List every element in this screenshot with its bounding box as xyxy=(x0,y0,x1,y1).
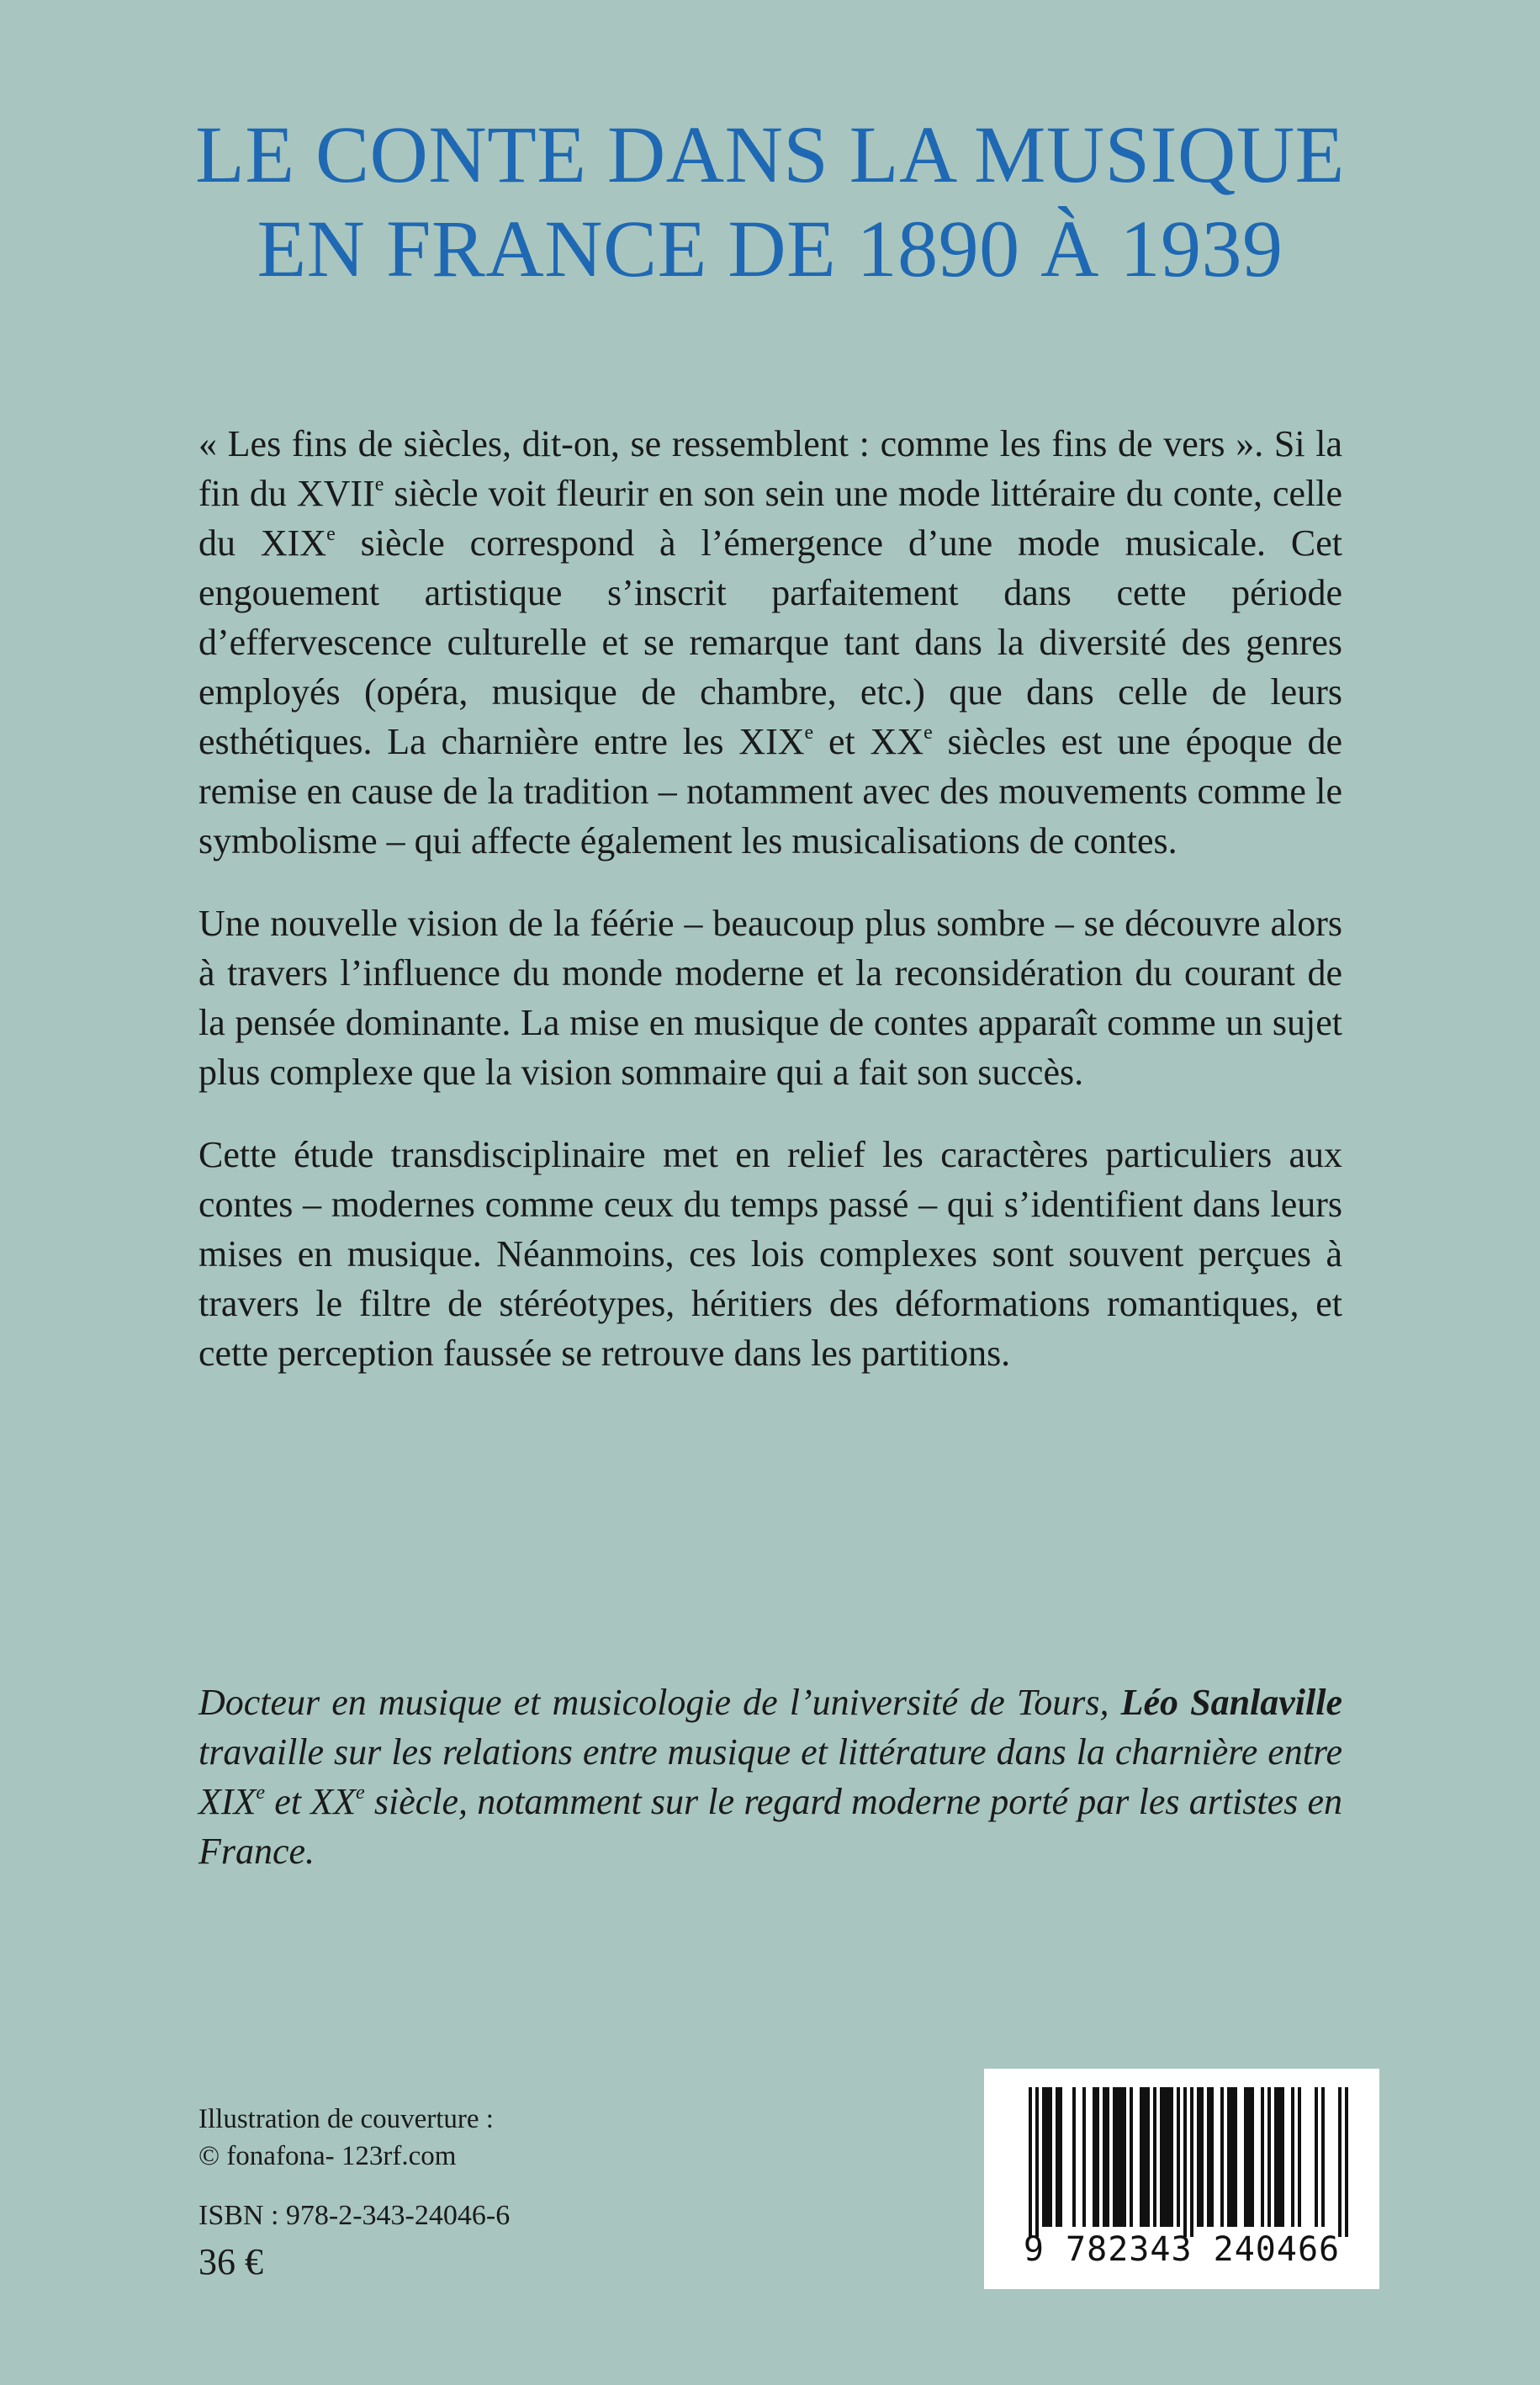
barcode-bar xyxy=(1251,2087,1254,2227)
barcode-bar xyxy=(1345,2087,1348,2237)
summary-p1-text-d: et XX xyxy=(813,721,924,762)
barcode-bar xyxy=(1106,2087,1109,2227)
summary-paragraph-2: Une nouvelle vision de la féérie – beaucoup plus sombre – se découvre alors à travers l’influence du monde moderne et la reconsidération du courant de la pensée dominante. La mise en musique de contes apparaît comme un sujet plus complexe que la vision sommaire qui a fait son succès. xyxy=(198,903,1342,1093)
barcode-bar xyxy=(1227,2087,1230,2227)
barcode-bar xyxy=(1153,2087,1156,2227)
barcode-bar xyxy=(1281,2087,1284,2227)
barcode-bar xyxy=(1190,2087,1193,2237)
summary-paragraph-1 xyxy=(198,419,1342,866)
superscript: e xyxy=(256,1782,266,1804)
author-bio-text-c: siècle, notamment sur le regard moderne porté par les artistes en France. xyxy=(198,1781,1342,1872)
superscript: e xyxy=(374,474,384,496)
book-title xyxy=(0,108,1540,296)
barcode-bar xyxy=(1096,2087,1099,2227)
barcode-bar xyxy=(1059,2087,1062,2227)
isbn: ISBN : 978-2-343-24046-6 xyxy=(198,2200,511,2231)
book-title-line-2: EN FRANCE DE 1890 À 1939 xyxy=(257,204,1283,294)
barcode-bar xyxy=(1029,2087,1032,2237)
barcode-bar xyxy=(1163,2087,1167,2227)
credits-line-1: Illustration de couverture : xyxy=(198,2104,494,2134)
barcode-bar xyxy=(1072,2087,1076,2227)
barcode-bar xyxy=(1177,2087,1180,2227)
barcode-bar xyxy=(1123,2087,1126,2227)
barcode-bar xyxy=(1082,2087,1086,2227)
superscript: e xyxy=(326,523,336,545)
barcode-bar xyxy=(1321,2087,1325,2227)
barcode-bar xyxy=(1049,2087,1052,2227)
barcode-bar xyxy=(1113,2087,1116,2227)
barcode-bar xyxy=(1197,2087,1200,2227)
barcode-bar xyxy=(1035,2087,1039,2237)
superscript: e xyxy=(804,722,814,744)
barcode-bar xyxy=(1130,2087,1133,2227)
barcode-bar xyxy=(1160,2087,1163,2227)
barcode-bar xyxy=(1103,2087,1106,2227)
barcode-bar xyxy=(1338,2087,1342,2237)
barcode-bar xyxy=(1183,2087,1187,2237)
cover-illustration-credits xyxy=(198,2101,494,2175)
barcode-bar xyxy=(1267,2087,1271,2227)
barcode-bar xyxy=(1247,2087,1251,2227)
summary-p1-text-e: siècles est une époque de remise en cause de la tradition – notamment avec des mouvements comme le symbolisme – qui affecte également les musicalisations de contes. xyxy=(198,721,1342,861)
barcode-bar xyxy=(1167,2087,1170,2227)
barcode-bar xyxy=(1261,2087,1264,2227)
price: 36 € xyxy=(198,2241,263,2282)
summary-p1-text-b: siècle voit fleurir en son sein une mode littéraire du conte, celle du XIX xyxy=(198,473,1343,564)
barcode-bar xyxy=(1116,2087,1119,2227)
barcode-bar xyxy=(1315,2087,1318,2227)
barcode-bar xyxy=(1200,2087,1204,2227)
barcode-bars xyxy=(984,2069,1379,2237)
summary-p1-text-a: « Les fins de siècles, dit-on, se ressemblent : comme les fins de vers ». Si la fin du XVII xyxy=(198,423,1342,514)
barcode-bar xyxy=(1210,2087,1214,2227)
barcode-bar xyxy=(1056,2087,1059,2227)
barcode-bar xyxy=(1045,2087,1049,2227)
book-title-line-1: LE CONTE DANS LA MUSIQUE xyxy=(195,109,1345,199)
barcode-bar xyxy=(1146,2087,1150,2227)
author-bio xyxy=(198,1677,1342,1876)
barcode-bar xyxy=(1119,2087,1123,2227)
barcode-bar xyxy=(1207,2087,1210,2227)
barcode-bar xyxy=(1234,2087,1237,2227)
barcode-bar xyxy=(1230,2087,1234,2227)
superscript: e xyxy=(355,1782,365,1804)
barcode-bar xyxy=(1170,2087,1173,2227)
author-name: Léo Sanlaville xyxy=(1120,1682,1342,1723)
barcode-bar xyxy=(1093,2087,1096,2227)
author-bio-intro: Docteur en musique et musicologie de l’université de Tours, xyxy=(198,1682,1121,1723)
barcode-digits: 9 782343 240466 xyxy=(1023,2230,1341,2269)
barcode xyxy=(984,2069,1379,2289)
barcode-bar xyxy=(1042,2087,1045,2227)
barcode-bar xyxy=(1140,2087,1143,2227)
back-cover-summary xyxy=(198,419,1342,1411)
author-bio-text-b: et XX xyxy=(265,1781,356,1822)
barcode-bar xyxy=(1220,2087,1224,2227)
summary-paragraph-3: Cette étude transdisciplinaire met en relief les caractères particuliers aux contes – modernes comme ceux du temps passé – qui s’identifient dans leurs mises en musique. Néanmoins, ces lois complexes sont souvent perçues à travers le filtre de stéréotypes, héritiers des déformations romantiques, et cette perception faussée se retrouve dans les partitions. xyxy=(198,1134,1342,1374)
barcode-bar xyxy=(1274,2087,1278,2227)
barcode-bar xyxy=(1143,2087,1146,2227)
barcode-bar xyxy=(1278,2087,1281,2227)
superscript: e xyxy=(923,722,933,744)
barcode-bar xyxy=(1244,2087,1247,2227)
summary-p1-text-c: siècle correspond à l’émergence d’une mode musicale. Cet engouement artistique s’inscrit parfaitement dans cette période d’effervescence culturelle et se remarque tant dans la diversité des genres employés (opéra, musique de chambre, etc.) que dans celle de leurs esthétiques. La charnière entre les XIX xyxy=(198,522,1343,762)
barcode-bar xyxy=(1291,2087,1294,2227)
credits-line-2: © fonafona- 123rf.com xyxy=(198,2141,457,2171)
barcode-bar xyxy=(1298,2087,1301,2227)
author-bio-text-a: travaille sur les relations entre musique et littérature dans la charnière entre XIX xyxy=(198,1731,1342,1822)
